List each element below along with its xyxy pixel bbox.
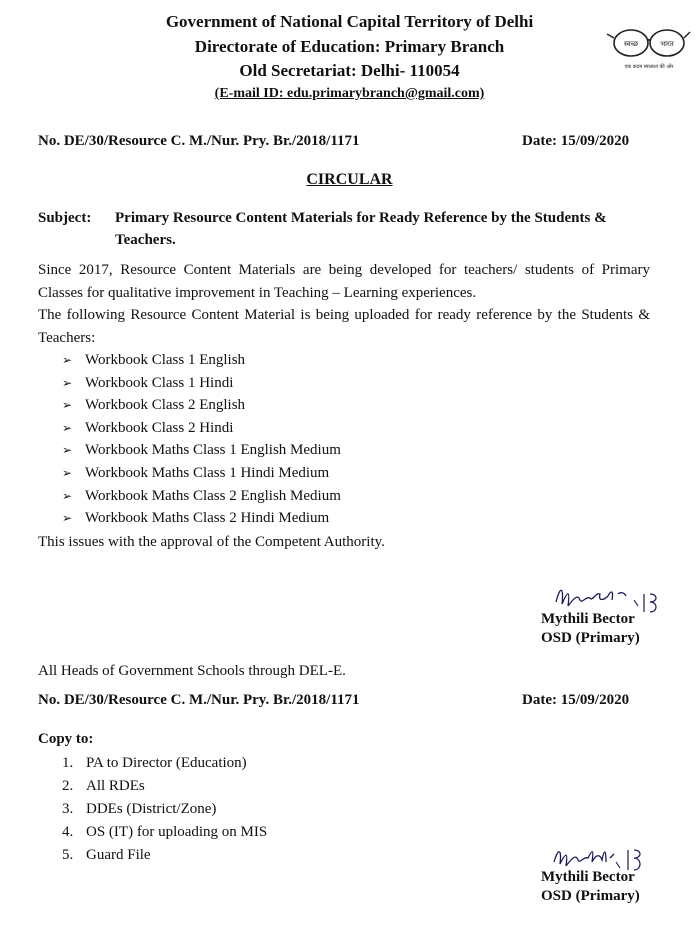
signatory-block	[541, 611, 666, 647]
list-item: 3. DDEs (District/Zone)	[62, 801, 217, 817]
list-item: 5. Guard File	[62, 847, 151, 863]
reference-number: No. DE/30/Resource C. M./Nur. Pry. Br./2018/1171	[38, 692, 360, 708]
approval-note: This issues with the approval of the Competent Authority.	[38, 534, 385, 550]
distribution-to: All Heads of Government Schools through DEL-E.	[38, 663, 346, 679]
arrowhead-bullet-icon: ➢	[62, 353, 73, 367]
subject-text: Primary Resource Content Materials for Ready Reference by the Students & Teachers.	[115, 210, 607, 248]
signatory-designation: OSD (Primary)	[541, 888, 640, 904]
arrowhead-bullet-icon: ➢	[62, 398, 73, 413]
list-item: ➢ Workbook Maths Class 1 Hindi Medium	[62, 462, 341, 485]
copy-to-label: Copy to:	[38, 731, 94, 747]
office-email: (E-mail ID: edu.primarybranch@gmail.com)	[214, 86, 485, 101]
signatory-name: Mythili Bector	[541, 869, 635, 885]
logo-right-text: भारत	[660, 40, 674, 48]
list-item: ➢ Workbook Maths Class 1 English Medium	[62, 439, 341, 462]
list-item: ➢ Workbook Class 2 Hindi	[62, 417, 341, 440]
logo-left-text: स्वच्छ	[623, 40, 639, 48]
copy-list	[62, 752, 267, 867]
arrowhead-bullet-icon: ➢	[62, 375, 73, 390]
list-item: ➢ Workbook Class 1 English	[62, 349, 341, 372]
directorate-name: Directorate of Education: Primary Branch	[194, 37, 505, 56]
list-item: 4. OS (IT) for uploading on MIS	[62, 824, 268, 840]
arrowhead-bullet-icon: ➢	[62, 488, 73, 503]
signatory-name: Mythili Bector	[541, 611, 635, 627]
arrowhead-bullet-icon: ➢	[62, 465, 73, 480]
reference-number: No. DE/30/Resource C. M./Nur. Pry. Br./2018/1171	[38, 133, 360, 149]
office-name: Government of National Capital Territory of Delhi	[165, 12, 534, 31]
intro-paragraph: Since 2017, Resource Content Materials are being developed for teachers/ students of Primary Classes for qualitative improvement in Teaching – Learning experiences.	[38, 262, 650, 301]
list-item: ➢ Workbook Maths Class 2 English Medium	[62, 485, 341, 508]
arrowhead-bullet-icon: ➢	[62, 443, 73, 458]
office-address: Old Secretariat: Delhi- 110054	[239, 61, 460, 80]
swachh-bharat-logo-icon	[605, 24, 691, 74]
list-item: ➢ Workbook Class 2 English	[62, 394, 341, 417]
reference-date: Date: 15/09/2020	[522, 692, 630, 708]
logo-tagline: एक कदम स्वच्छता की ओर	[624, 64, 674, 70]
subject-line	[38, 207, 658, 251]
signatory-designation: OSD (Primary)	[541, 630, 640, 646]
reference-date: Date: 15/09/2020	[522, 133, 630, 149]
arrowhead-bullet-icon: ➢	[62, 511, 73, 526]
materials-list	[62, 349, 341, 530]
list-item: ➢ Workbook Class 1 Hindi	[62, 372, 341, 395]
list-item: ➢ Workbook Maths Class 2 Hindi Medium	[62, 507, 341, 530]
arrowhead-bullet-icon: ➢	[62, 420, 73, 435]
signatory-block	[541, 869, 666, 905]
upload-paragraph: The following Resource Content Material is being uploaded for ready reference by the Students & Teachers:	[38, 307, 650, 346]
circular-title: CIRCULAR	[306, 171, 393, 188]
list-item: 1. PA to Director (Education)	[62, 755, 247, 771]
subject-label: Subject:	[38, 210, 92, 226]
list-item: 2. All RDEs	[62, 778, 145, 794]
